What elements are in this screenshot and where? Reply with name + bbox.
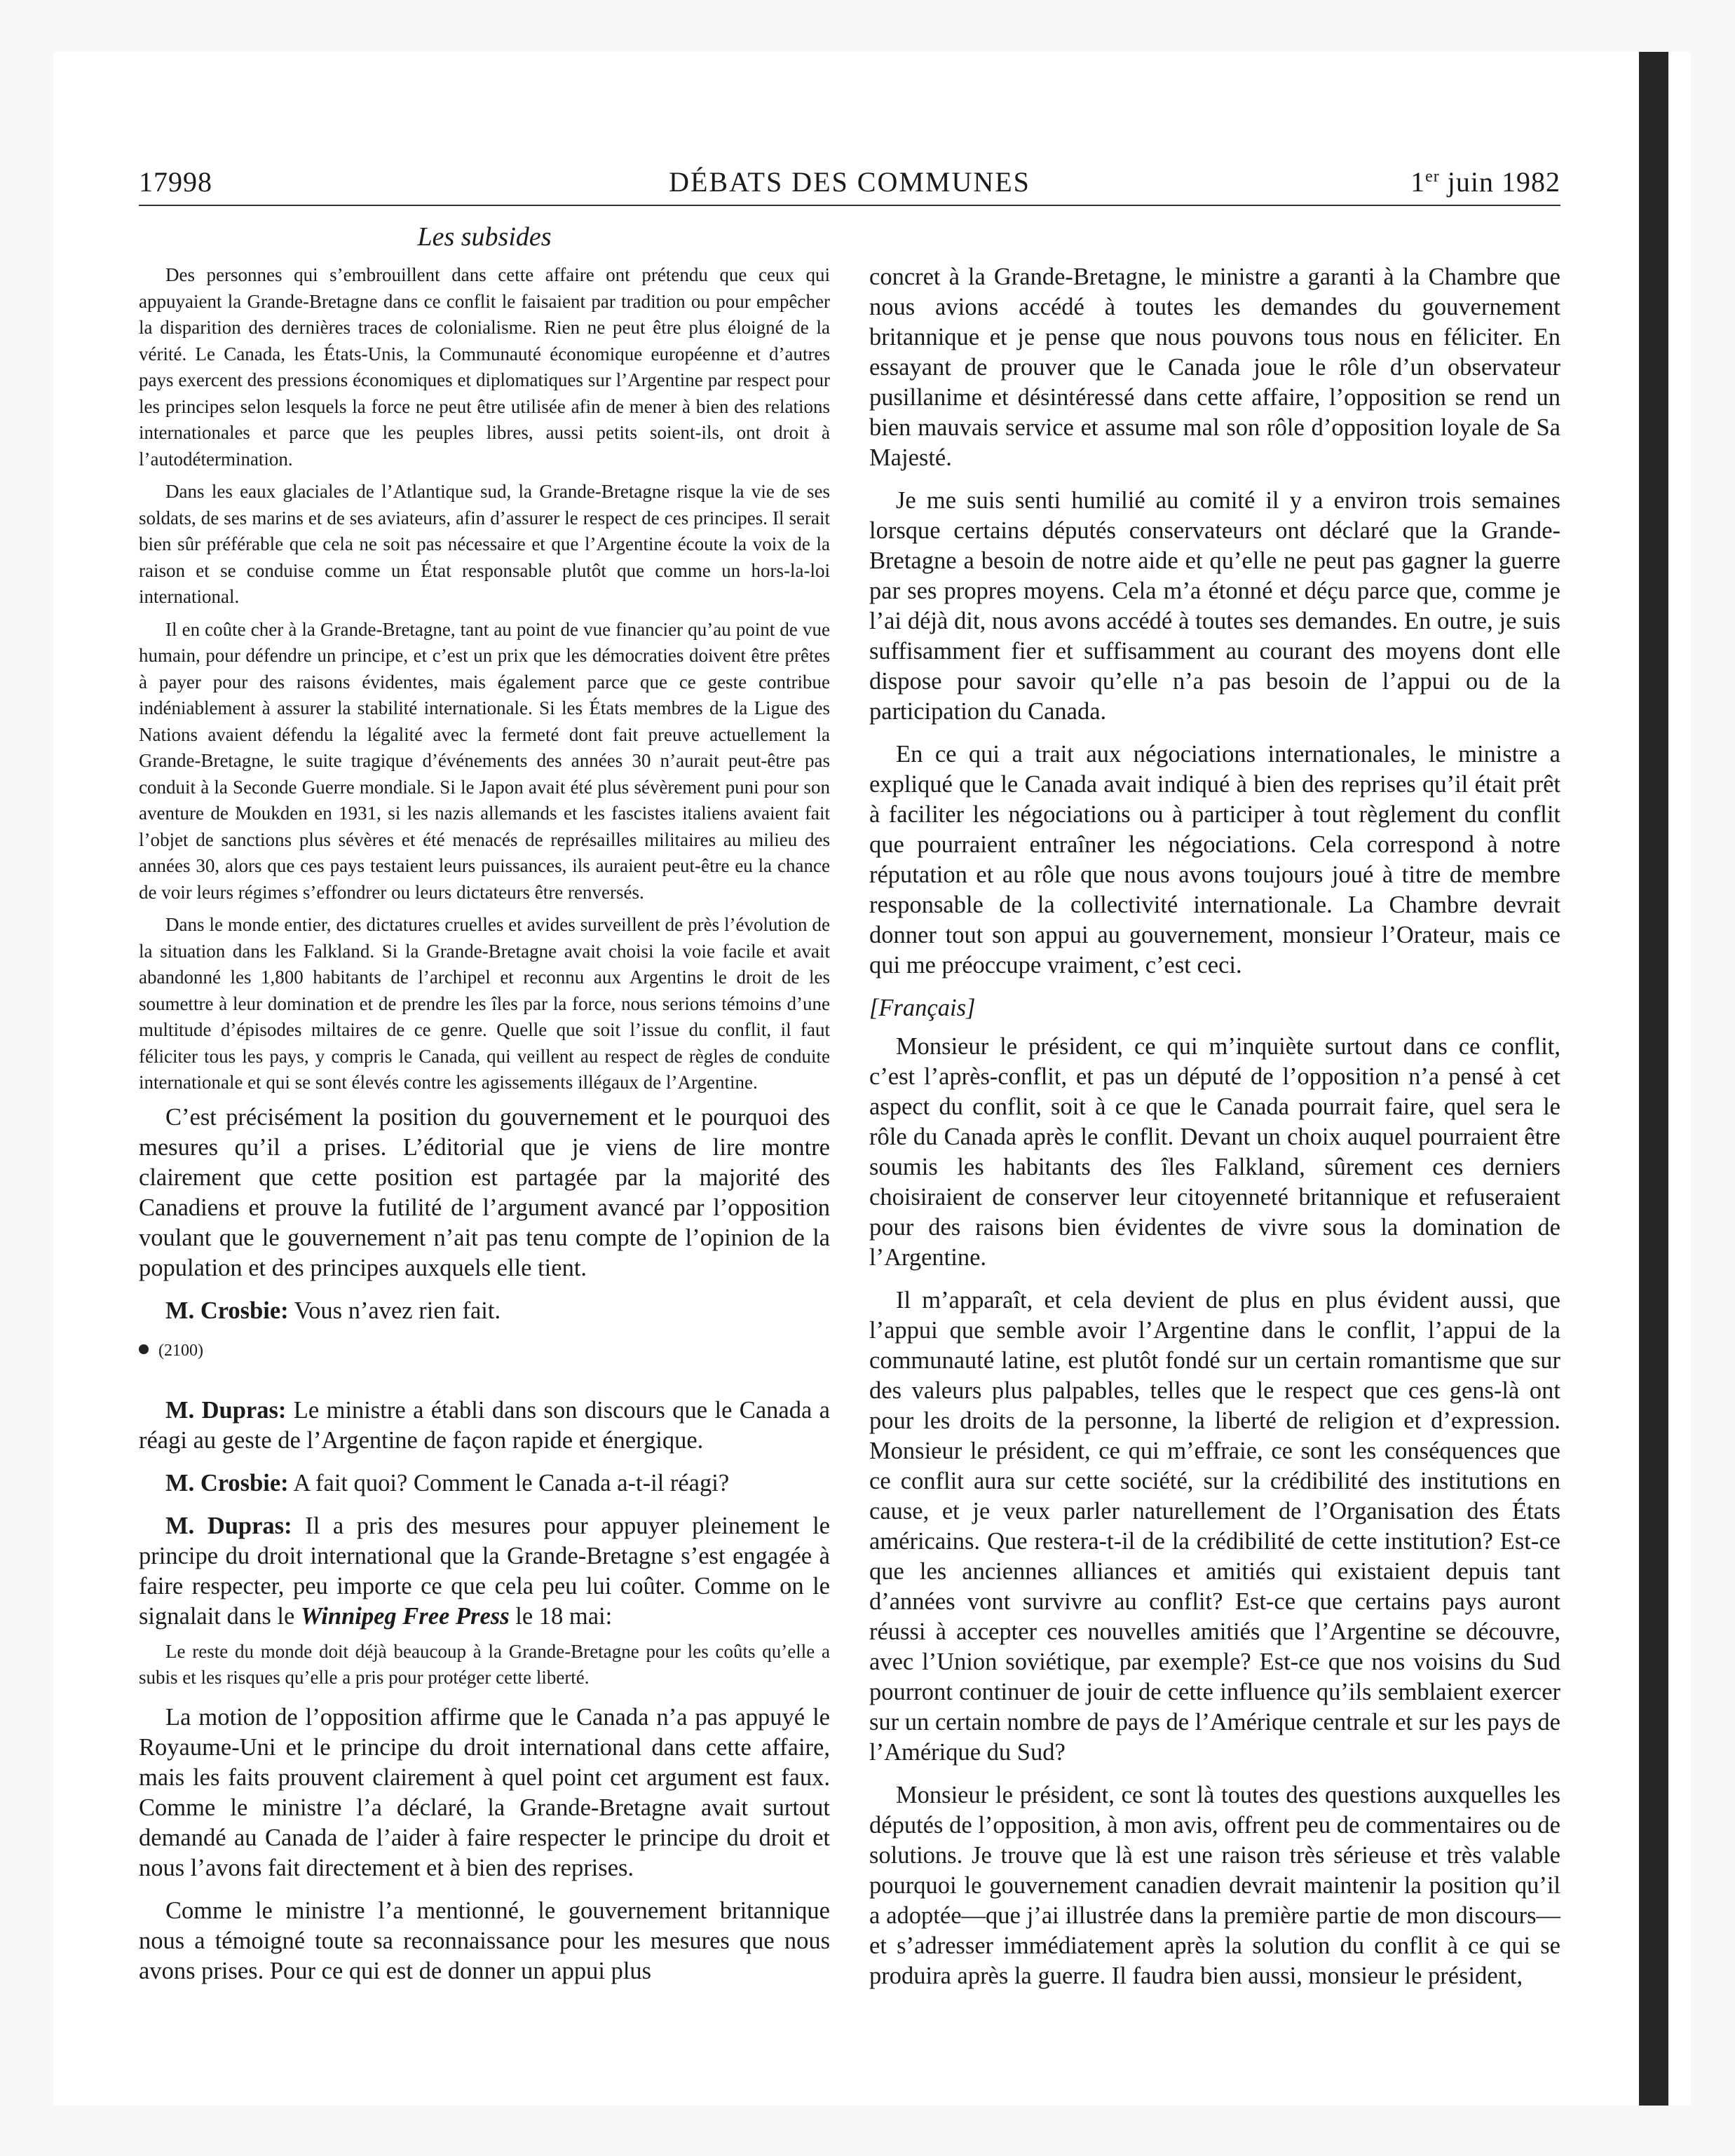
right-column	[869, 262, 1560, 2004]
body-paragraph: En ce qui a trait aux négociations internationales, le ministre a expliqué que le Canada avait indiqué à bien des reprises qu’il était prêt à faciliter les négociations ou à participer à tout règlement du conflit que pourraient entraîner les négociations. Cela correspond à notre réputation et au rôle que nous avons toujours joué à titre de membre responsable de la collectivité internationale. La Chambre devrait donner tout son appui au gouvernement, monsieur l’Orateur, mais ce qui me préoccupe vraiment, c’est ceci.	[869, 741, 1560, 978]
intervention: M. Dupras: Il a pris des mesures pour appuyer pleinement le principe du droit international que la Grande-Bretagne s’est engagée à faire respecter, peu importe ce que cela peu lui coûter. Comme on le signalait dans le Winnipeg Free Press le 18 mai:	[139, 1512, 830, 1630]
quote-paragraph: Le reste du monde doit déjà beaucoup à la Grande-Bretagne pour les coûts qu’elle a subis et les risques qu’elle a pris pour protéger cette liberté.	[139, 1640, 830, 1688]
body-paragraph: Monsieur le président, ce sont là toutes des questions auxquelles les députés de l’opposition, à mon avis, offrent peu de commentaires ou de solutions. Je trouve que là est une raison très sérieuse et très valable pourquoi le gouvernement canadien devrait maintenir la position qu’il a adoptée—que j’ai illustrée dans la première partie de mon discours—et s’adresser immédiatement après la solution du conflit à ce qui se produira après la guerre. Il faudra bien aussi, monsieur le président,	[869, 1782, 1560, 1989]
language-tag: [Français]	[869, 995, 976, 1021]
running-header	[139, 165, 1560, 206]
intervention: M. Dupras: Le ministre a établi dans son discours que le Canada a réagi au geste de l’Argentine de façon rapide et énergique.	[139, 1396, 830, 1454]
body-paragraph: Il m’apparaît, et cela devient de plus en plus évident aussi, que l’appui que semble avoir l’Argentine dans le conflit, l’appui de la communauté latine, est plutôt fondé sur un certain romantisme que sur des valeurs plus palpables, telles que le respect que ces gens-là ont pour les droits de la personne, la liberté de religion et d’expression. Monsieur le président, ce qui m’effraie, ce sont les conséquences que ce conflit aura sur cette société, sur la crédibilité des institutions en cause, et je veux parler naturellement de l’Organisation des États américains. Que restera-t-il de la crédibilité de cette institution? Est-ce que les anciennes alliances et amitiés qui existaient depuis tant d’années vont survivre au conflit? Est-ce que certains pays auront réussi à accepter ces nouvelles amitiés que l’Argentine se découvre, avec l’Union soviétique, par exemple? Est-ce que nos voisins du Sud pourront continuer de jouir de cette influence qu’ils semblaient exercer sur un certain nombre de pays de l’Amérique centrale et sur les pays de l’Amérique du Sud?	[869, 1287, 1560, 1766]
speaker-name: M. Dupras:	[165, 1512, 292, 1539]
body-paragraph: Je me suis senti humilié au comité il y a environ trois semaines lorsque certains députés conservateurs ont déclaré que la Grande-Bretagne a besoin de notre aide et qu’elle ne peut pas gagner la guerre par ses propres moyens. Cela m’a étonné et déçu parce que, comme je l’ai déjà dit, nous avons accédé à toutes ses demandes. En outre, je suis suffisamment fier et suffisamment au courant des moyens dont elle dispose pour savoir qu’elle n’a pas besoin de l’appui ou de la participation du Canada.	[869, 487, 1560, 725]
speech-block	[139, 1703, 830, 1986]
body-paragraph: Monsieur le président, ce qui m’inquiète surtout dans ce conflit, c’est l’après-conflit, et pas un député de l’opposition n’a pensé à cet aspect du conflit, soit à ce que le Canada pourrait faire, quel sera le rôle du Canada après le conflit. Devant un choix auquel pourraient être soumis les habitants des îles Falkland, sûrement ces derniers choisiraient de conserver leur citoyenneté britannique et refuseraient pour des raisons bien évidentes de vivre sous la domination de l’Argentine.	[869, 1033, 1560, 1271]
binding-edge	[1639, 52, 1668, 2106]
section-title: Les subsides	[417, 222, 552, 252]
intervention: M. Crosbie: A fait quoi? Comment le Canada a-t-il réagi?	[165, 1469, 730, 1496]
publication-title: DÉBATS DES COMMUNES	[669, 166, 1030, 198]
speaker-name: M. Dupras:	[165, 1396, 287, 1424]
body-paragraph: Comme le ministre l’a mentionné, le gouvernement britannique nous a témoigné toute sa reconnaissance pour les mesures que nous avons prises. Pour ce qui est de donner un appui plus	[139, 1897, 830, 1984]
page-date: 1er juin 1982	[1410, 166, 1560, 198]
speech-block	[139, 1396, 830, 1632]
speaker-name: M. Crosbie:	[165, 1469, 289, 1496]
body-paragraph: La motion de l’opposition affirme que le Canada n’a pas appuyé le Royaume-Uni et le principe du droit international dans cette affaire, mais les faits prouvent clairement à quel point cet argument est faux. Comme le ministre l’a déclaré, la Grande-Bretagne avait surtout demandé au Canada de l’aider à faire respecter le principe du droit et nous l’avons fait directement et à bien des reprises.	[139, 1703, 830, 1881]
intervention: M. Crosbie: Vous n’avez rien fait.	[165, 1297, 501, 1324]
speaker-name: M. Crosbie:	[165, 1297, 289, 1324]
quote-paragraph: Des personnes qui s’embrouillent dans cette affaire ont prétendu que ceux qui appuyaient la Grande-Bretagne dans ce conflit le faisaient par tradition ou pour empêcher la disparition des dernières traces de colonialisme. Rien ne peut être plus éloigné de la vérité. Le Canada, les États-Unis, la Communauté économique européenne et d’autres pays exercent des pressions économiques et diplomatiques sur l’Argentine par respect pour les principes selon lesquels la force ne peut être utilisée afin de mener à bien des relations internationales et parce que les peuples libres, aussi petits soient-ils, ont droit à l’autodétermination.	[139, 264, 830, 470]
time-marker: (2100)	[139, 1342, 830, 1360]
body-paragraph: C’est précisément la position du gouvernement et le pourquoi des mesures qu’il a prises. L’éditorial que je viens de lire montre clairement que cette position est partagée par la majorité des Canadiens et prouve la futilité de l’argument avancé par l’opposition voulant que le gouvernement n’ait pas tenu compte de l’opinion de la population et des principes auxquels elle tient.	[139, 1103, 830, 1281]
body-paragraph: concret à la Grande-Bretagne, le ministre a garanti à la Chambre que nous avions accédé à toutes les demandes du gouvernement britannique et je pense que nous pouvons tous nous en féliciter. En essayant de prouver que le Canada joue le rôle d’un observateur pusillanime et désintéressé dans cette affaire, l’opposition se rend un bien mauvais service et assume mal son rôle d’opposition loyale de Sa Majesté.	[869, 264, 1560, 471]
page-number: 17998	[139, 166, 212, 198]
publication-name: Winnipeg Free Press	[300, 1602, 510, 1630]
quote-paragraph: Il en coûte cher à la Grande-Bretagne, tant au point de vue financier qu’au point de vue humain, pour défendre un principe, et c’est un prix que les démocraties doivent être prêtes à payer pour des raisons évidentes, mais également parce que ce geste contribue indéniablement à assurer la stabilité internationale. Si les États membres de la Ligue des Nations avaient défendu la légalité avec la fermeté dont fait preuve actuellement la Grande-Bretagne, le suite tragique d’événements des années 30 n’aurait peut-être pas conduit à la Seconde Guerre mondiale. Si le Japon avait été plus sévèrement puni pour son aventure de Moukden en 1931, si les nazis allemands et les fascistes italiens avaient fait l’objet de sanctions plus sévères et été menacés de représailles militaires au milieu des années 30, alors que ces pays testaient leurs puissances, ils auraient peut-être eu la chance de voir leurs régimes s’effondrer ou leurs dictateurs être renversés.	[139, 618, 830, 903]
newspaper-quote	[139, 1639, 830, 1691]
editorial-quote	[139, 262, 830, 1096]
left-column	[139, 262, 830, 1999]
quote-paragraph: Dans les eaux glaciales de l’Atlantique sud, la Grande-Bretagne risque la vie de ses soldats, de ses marins et de ses aviateurs, afin d’assurer le respect de ces principes. Il serait bien sûr préférable que cela ne soit pas nécessaire et que l’Argentine écoute la voix de la raison et se conduise comme un État responsable plutôt que comme un hors-la-loi international.	[139, 481, 830, 607]
speech-block	[139, 1103, 830, 1326]
quote-paragraph: Dans le monde entier, des dictatures cruelles et avides surveillent de près l’évolution de la situation dans les Falkland. Si la Grande-Bretagne avait choisi la voie facile et avait abandonné les 1,800 habitants de l’archipel et reconnu aux Argentins le droit de les soumettre à leur domination et de prendre les îles par la force, nous serions témoins d’une multitude d’épisodes miltaires de ce genre. Quelle que soit l’issue du conflit, il faut féliciter tous les pays, y compris le Canada, qui veillent au respect de règles de conduite internationale et qui se sont élevés contre les agissements illégaux de l’Argentine.	[139, 914, 830, 1093]
bullet-icon	[139, 1344, 149, 1354]
